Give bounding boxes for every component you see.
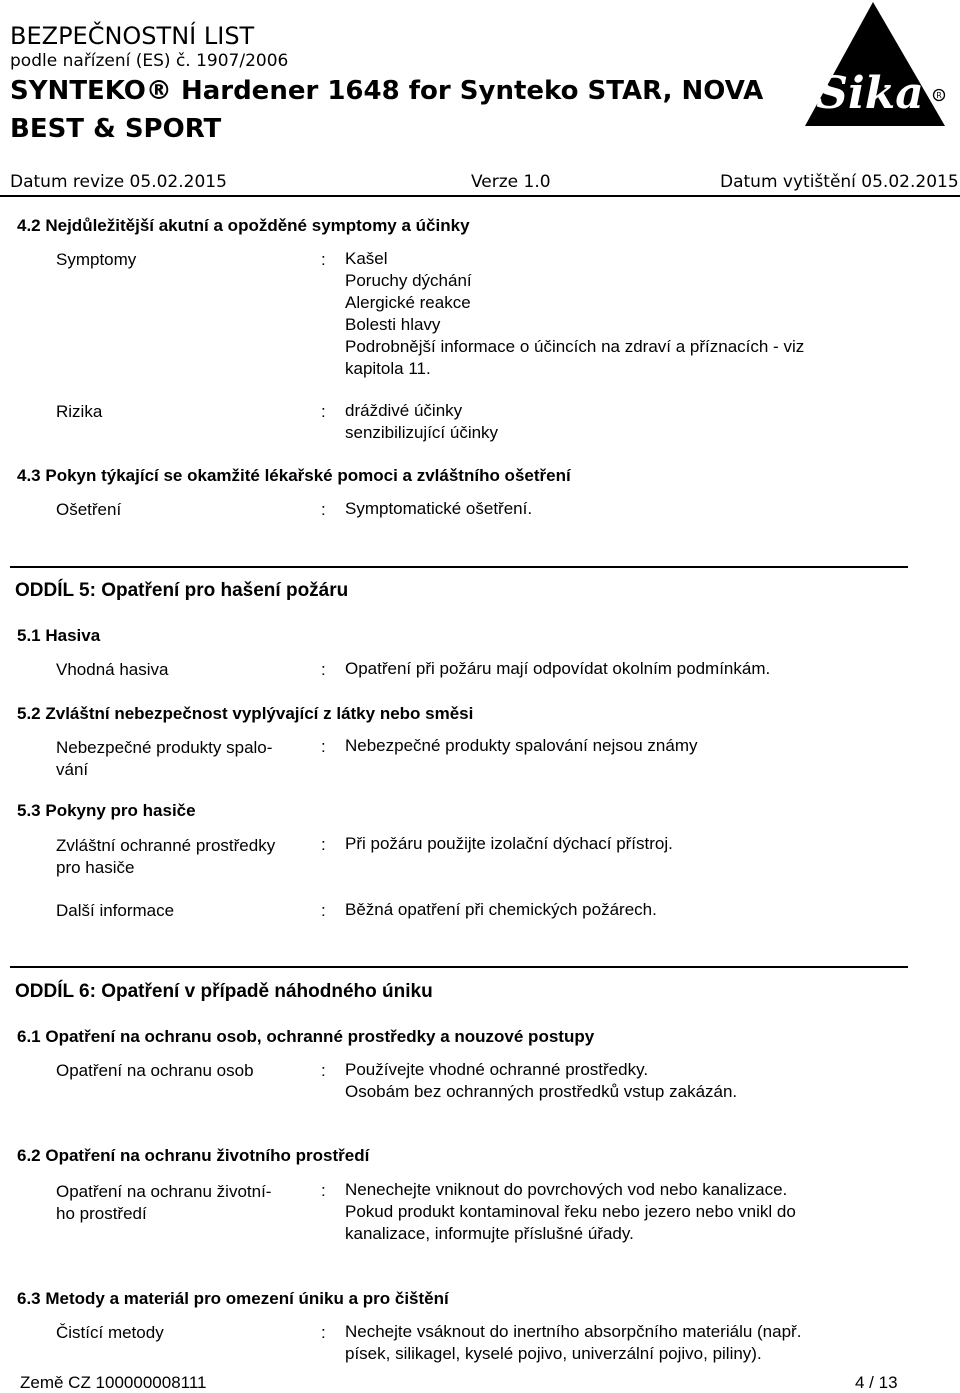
hazardous-products-value: Nebezpečné produkty spalování nejsou známy	[345, 736, 698, 755]
section-6-title: ODDÍL 6: Opatření v případě náhodného úniku	[15, 981, 433, 1002]
symptoms-list	[345, 248, 804, 380]
subsection-4-3-heading: 4.3 Pokyn týkající se okamžité lékařské pomoci a zvláštního ošetření	[17, 466, 571, 485]
environmental-precautions-label: Opatření na ochranu životní- ho prostředí	[56, 1182, 272, 1223]
colon: :	[321, 1181, 326, 1200]
product-name-line-1: SYNTEKO® Hardener 1648 for Synteko STAR, NOVA	[10, 76, 764, 106]
print-date: Datum vytištění 05.02.2015	[720, 172, 959, 192]
risk-item: dráždivé účinky	[345, 401, 463, 420]
section-5-title: ODDÍL 5: Opatření pro hašení požáru	[15, 580, 349, 601]
regulation-reference: podle nařízení (ES) č. 1907/2006	[10, 51, 289, 71]
risks-list	[345, 400, 498, 444]
colon: :	[321, 500, 326, 519]
subsection-5-3-heading: 5.3 Pokyny pro hasiče	[17, 801, 196, 820]
risk-item: senzibilizující účinky	[345, 423, 499, 442]
country-code: Země CZ 100000008111	[20, 1373, 207, 1392]
page-number: 4 / 13	[855, 1373, 898, 1392]
environmental-precautions-value: Nenechejte vniknout do povrchových vod nebo kanalizace. Pokud produkt kontaminoval řeku nebo jezero nebo vnikl do kanalizace, informujte příslušné úřady.	[345, 1180, 796, 1243]
symptom-item: Alergické reakce	[345, 293, 471, 312]
symptom-item: Poruchy dýchání	[345, 271, 472, 290]
header-divider	[0, 195, 960, 197]
further-info-label: Další informace	[56, 901, 175, 920]
cleaning-methods-value: Nechejte vsáknout do inertního absorpčního materiálu (např. písek, silikagel, kyselé pojivo, univerzální pojivo, piliny).	[345, 1322, 802, 1363]
document-title: BEZPEČNOSTNÍ LIST	[10, 22, 255, 50]
subsection-6-2-heading: 6.2 Opatření na ochranu životního prostředí	[17, 1146, 370, 1165]
colon: :	[321, 901, 326, 920]
further-info-value: Běžná opatření při chemických požárech.	[345, 900, 657, 919]
version: Verze 1.0	[471, 172, 551, 192]
personal-precautions-label: Opatření na ochranu osob	[56, 1061, 254, 1080]
risks-label: Rizika	[56, 402, 103, 421]
symptom-item: Podrobnější informace o účincích na zdraví a příznacích - viz	[345, 337, 805, 356]
section-divider	[10, 966, 908, 968]
colon: :	[321, 1323, 326, 1342]
logo-wordmark: Sika	[816, 68, 924, 119]
treatment-value: Symptomatické ošetření.	[345, 499, 533, 518]
symptom-item: Kašel	[345, 249, 388, 268]
colon: :	[321, 402, 326, 421]
subsection-6-1-heading: 6.1 Opatření na ochranu osob, ochranné prostředky a nouzové postupy	[17, 1027, 595, 1046]
symptom-item: kapitola 11.	[345, 359, 431, 378]
subsection-6-3-heading: 6.3 Metody a materiál pro omezení úniku a pro čištění	[17, 1289, 449, 1308]
protective-equipment-label: Zvláštní ochranné prostředky pro hasiče	[56, 836, 276, 877]
protective-equipment-value: Při požáru použijte izolační dýchací přístroj.	[345, 834, 673, 853]
sika-logo	[800, 0, 950, 130]
revision-date: Datum revize 05.02.2015	[10, 172, 227, 192]
colon: :	[321, 660, 326, 679]
personal-precautions-value: Používejte vhodné ochranné prostředky. Osobám bez ochranných prostředků vstup zakázán.	[345, 1060, 738, 1101]
colon: :	[321, 250, 326, 269]
extinguishing-media-label: Vhodná hasiva	[56, 660, 169, 679]
hazardous-products-label: Nebezpečné produkty spalo- vání	[56, 738, 273, 779]
subsection-5-1-heading: 5.1 Hasiva	[17, 626, 101, 645]
colon: :	[321, 835, 326, 854]
product-name-line-2: BEST & SPORT	[10, 114, 222, 144]
subsection-5-2-heading: 5.2 Zvláštní nebezpečnost vyplývající z látky nebo směsi	[17, 704, 474, 723]
section-divider	[10, 566, 908, 568]
symptom-item: Bolesti hlavy	[345, 315, 441, 334]
subsection-4-2-heading: 4.2 Nejdůležitější akutní a opožděné symptomy a účinky	[17, 216, 470, 235]
svg-text:R: R	[936, 91, 942, 100]
colon: :	[321, 1061, 326, 1080]
symptoms-label: Symptomy	[56, 250, 137, 269]
colon: :	[321, 737, 326, 756]
treatment-label: Ošetření	[56, 500, 122, 519]
cleaning-methods-label: Čistící metody	[56, 1323, 164, 1342]
extinguishing-media-value: Opatření při požáru mají odpovídat okolním podmínkám.	[345, 659, 771, 678]
